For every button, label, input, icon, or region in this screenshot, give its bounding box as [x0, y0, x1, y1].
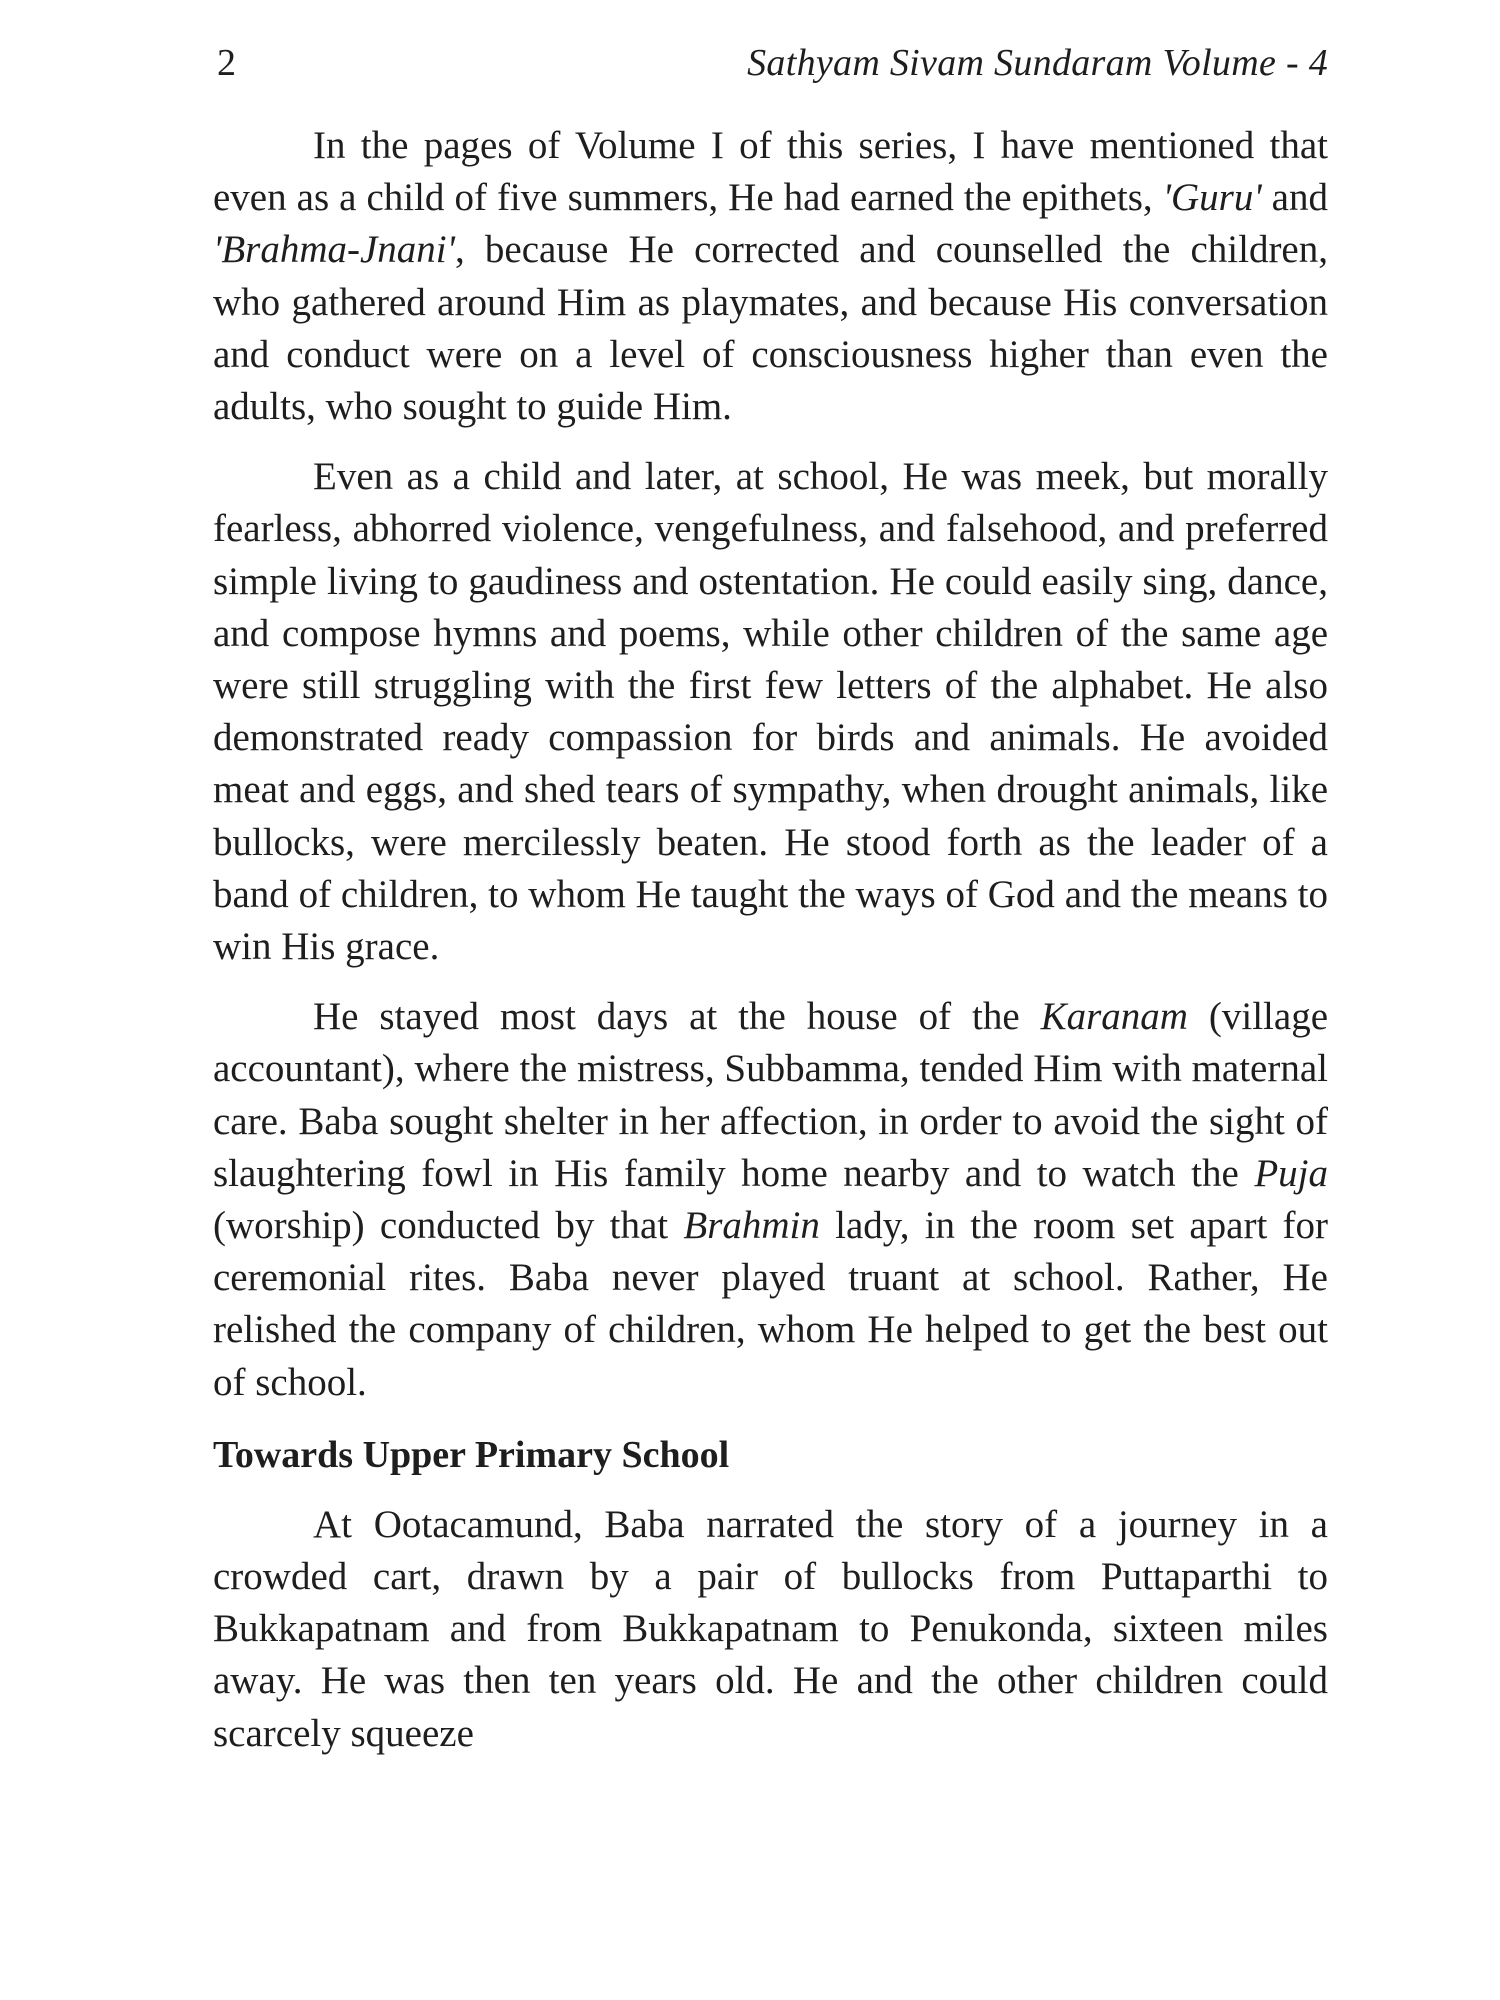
paragraph-4: At Ootacamund, Baba narrated the story of a journey in a crowded cart, drawn by a pair of bullocks from Puttaparthi to Bukkapatnam and from Bukkapatnam to Penukonda, sixteen miles away. He was then ten years old. He and the other children could scarcely squeeze: [213, 1502, 1328, 1755]
paragraph-3: [213, 991, 1328, 1409]
running-head: [213, 38, 1328, 88]
paragraph-3-text: (village accountant), where the mistress, Subbamma, tended Him with maternal care. Baba sought shelter in her affection, in order to avoid the sight of slaughtering fowl in His family home nearby and to watch the: [213, 995, 1328, 1195]
term-brahma-jnani: 'Brahma-Jnani': [213, 228, 455, 272]
paragraph-2: Even as a child and later, at school, He was meek, but morally fearless, abhorred violence, vengefulness, and falsehood, and preferred simple living to gaudiness and ostentation. He could easily sing, dance, and compose hymns and poems, while other children of the same age were still struggling with the first few letters of the alphabet. He also demonstrated ready compassion for birds and animals. He avoided meat and eggs, and shed tears of sympathy, when drought animals, like bullocks, were mercilessly beaten. He stood forth as the leader of a band of children, to whom He taught the ways of God and the means to win His grace.: [213, 455, 1328, 969]
term-puja: Puja: [1254, 1151, 1328, 1195]
paragraph-1: [213, 120, 1328, 433]
paragraph-3-text: (worship) conducted by that: [213, 1204, 684, 1248]
term-guru: 'Guru': [1162, 176, 1262, 220]
term-karanam: Karanam: [1040, 995, 1188, 1039]
paragraph-3-text: He stayed most days at the house of the: [313, 995, 1041, 1039]
paragraph-1-text: , because He corrected and counselled the children, who gathered around Him as playmates, and because His conversation and conduct were on a level of consciousness higher than even the adults, who sought to guide Him.: [213, 228, 1328, 429]
paragraph-1-text: and: [1261, 176, 1328, 220]
book-title: Sathyam Sivam Sundaram Volume - 4: [747, 42, 1328, 84]
paragraph-3-text: lady, in the room set apart for ceremonial rites. Baba never played truant at school. Rather, He relished the company of children, whom He helped to get the best out of school.: [213, 1204, 1328, 1404]
book-page: [213, 0, 1328, 2000]
paragraph-1-text: In the pages of Volume I of this series, I have mentioned that even as a child of five summers, He had earned the epithets,: [213, 124, 1328, 220]
term-brahmin: Brahmin: [683, 1204, 820, 1248]
page-number: 2: [217, 42, 236, 84]
section-heading: Towards Upper Primary School: [213, 1433, 730, 1476]
body-text: [213, 120, 1328, 1760]
